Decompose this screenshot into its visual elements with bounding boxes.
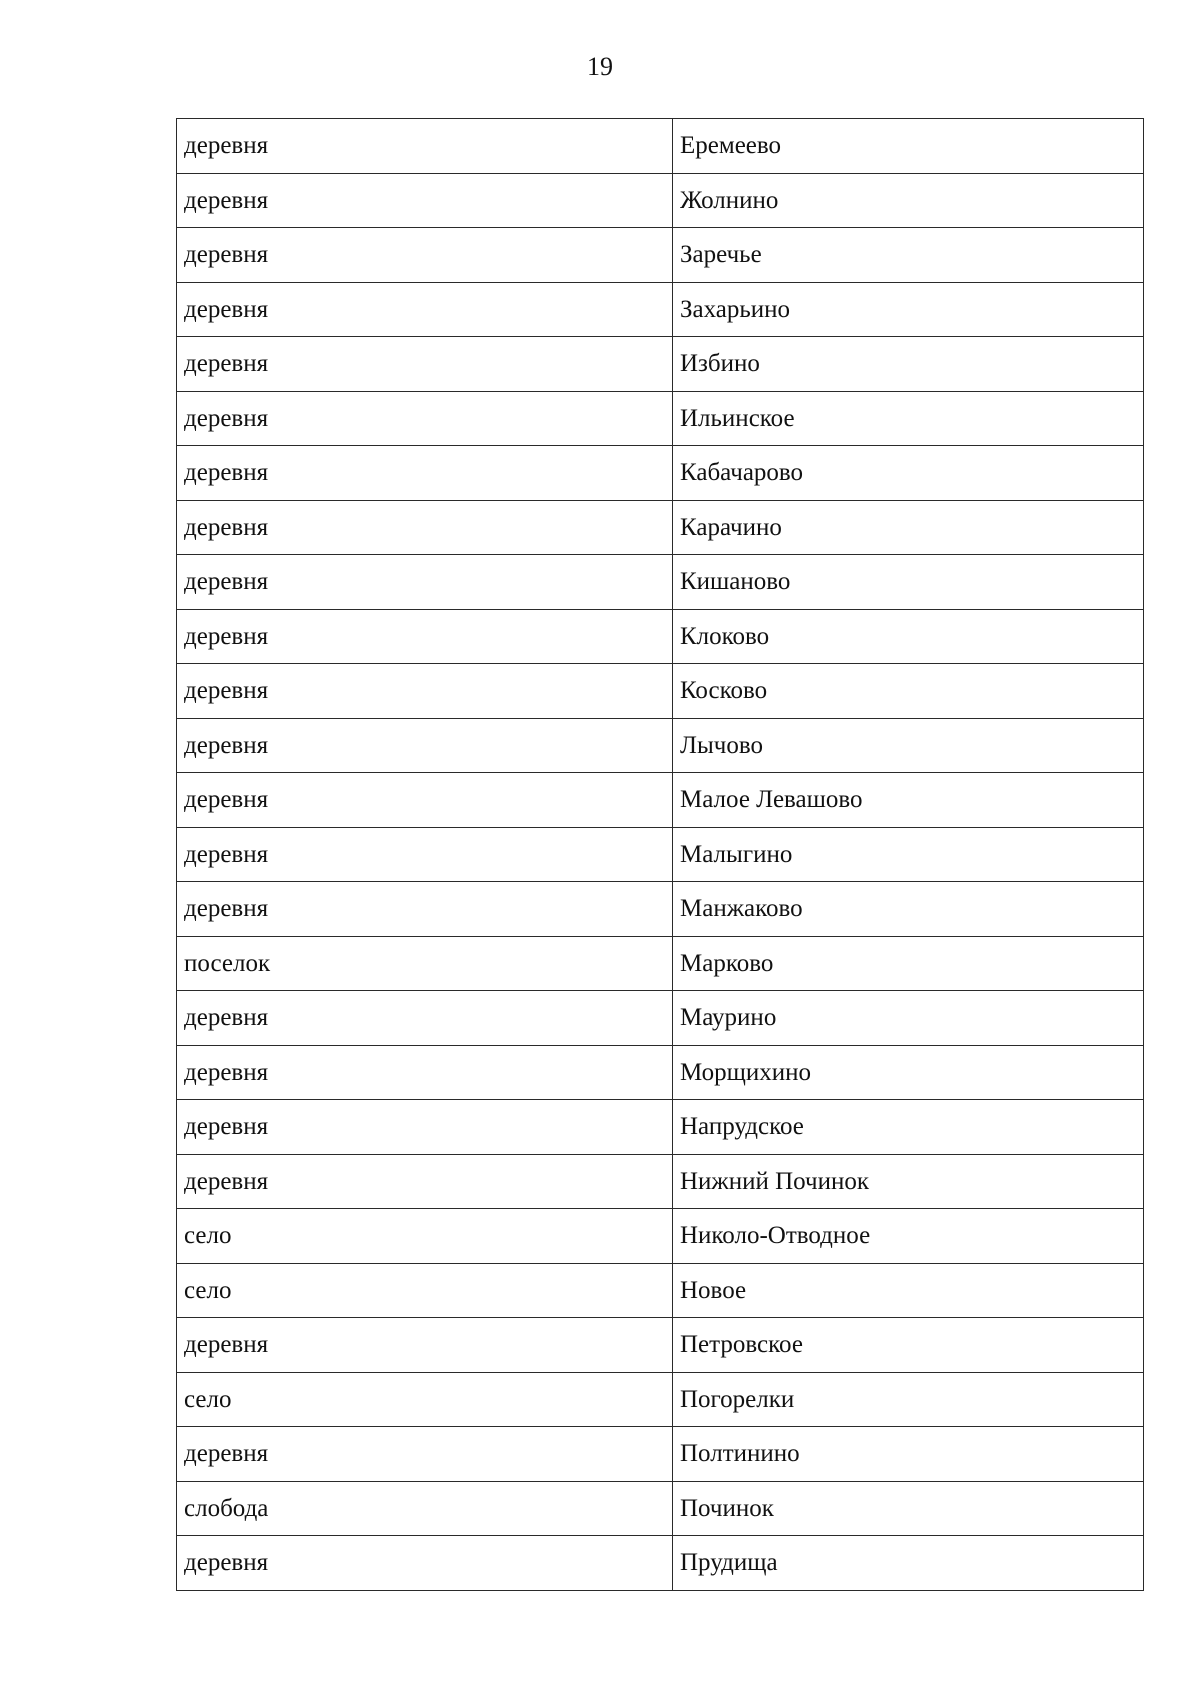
settlement-name-cell: Лычово xyxy=(673,718,1144,773)
settlement-name-cell: Косково xyxy=(673,664,1144,719)
settlement-type-cell: деревня xyxy=(177,882,673,937)
table-row xyxy=(177,1427,1144,1482)
settlement-type-cell: деревня xyxy=(177,555,673,610)
settlement-name-cell: Погорелки xyxy=(673,1372,1144,1427)
settlement-type-cell: деревня xyxy=(177,446,673,501)
table-row xyxy=(177,1045,1144,1100)
table-row xyxy=(177,718,1144,773)
settlement-type-cell: деревня xyxy=(177,119,673,174)
settlement-type-cell: деревня xyxy=(177,1318,673,1373)
settlement-name-cell: Прудища xyxy=(673,1536,1144,1591)
settlements-table xyxy=(176,118,1144,1591)
table-row xyxy=(177,773,1144,828)
settlement-type-cell: деревня xyxy=(177,1154,673,1209)
settlement-type-cell: деревня xyxy=(177,718,673,773)
settlement-type-cell: деревня xyxy=(177,773,673,828)
settlement-type-cell: деревня xyxy=(177,991,673,1046)
settlement-type-cell: деревня xyxy=(177,1536,673,1591)
table-row xyxy=(177,1100,1144,1155)
settlement-name-cell: Напрудское xyxy=(673,1100,1144,1155)
settlement-type-cell: село xyxy=(177,1372,673,1427)
table-row xyxy=(177,1209,1144,1264)
table-row xyxy=(177,446,1144,501)
table-row xyxy=(177,1481,1144,1536)
table-row xyxy=(177,1372,1144,1427)
settlement-type-cell: деревня xyxy=(177,282,673,337)
table-row xyxy=(177,173,1144,228)
settlement-type-cell: деревня xyxy=(177,1045,673,1100)
settlement-name-cell: Жолнино xyxy=(673,173,1144,228)
settlement-name-cell: Заречье xyxy=(673,228,1144,283)
table-row xyxy=(177,337,1144,392)
settlement-name-cell: Полтинино xyxy=(673,1427,1144,1482)
page-number: 19 xyxy=(587,52,613,81)
settlement-name-cell: Починок xyxy=(673,1481,1144,1536)
table-row xyxy=(177,609,1144,664)
settlement-type-cell: поселок xyxy=(177,936,673,991)
table-row xyxy=(177,1318,1144,1373)
settlement-name-cell: Еремеево xyxy=(673,119,1144,174)
settlement-type-cell: деревня xyxy=(177,173,673,228)
settlement-type-cell: слобода xyxy=(177,1481,673,1536)
table-row xyxy=(177,827,1144,882)
table-row xyxy=(177,1263,1144,1318)
settlement-type-cell: деревня xyxy=(177,609,673,664)
settlement-type-cell: деревня xyxy=(177,228,673,283)
settlement-name-cell: Николо-Отводное xyxy=(673,1209,1144,1264)
settlement-type-cell: село xyxy=(177,1209,673,1264)
settlement-type-cell: деревня xyxy=(177,391,673,446)
settlement-type-cell: деревня xyxy=(177,664,673,719)
settlement-name-cell: Избино xyxy=(673,337,1144,392)
settlement-name-cell: Новое xyxy=(673,1263,1144,1318)
settlement-name-cell: Ильинское xyxy=(673,391,1144,446)
settlement-name-cell: Захарьино xyxy=(673,282,1144,337)
table-row xyxy=(177,555,1144,610)
table-row xyxy=(177,391,1144,446)
settlements-table-body xyxy=(177,119,1144,1591)
table-row xyxy=(177,228,1144,283)
settlement-type-cell: деревня xyxy=(177,827,673,882)
table-row xyxy=(177,936,1144,991)
settlement-name-cell: Малыгино xyxy=(673,827,1144,882)
settlement-name-cell: Морщихино xyxy=(673,1045,1144,1100)
table-row xyxy=(177,1536,1144,1591)
table-row xyxy=(177,500,1144,555)
table-row xyxy=(177,664,1144,719)
settlement-type-cell: деревня xyxy=(177,1427,673,1482)
settlement-type-cell: деревня xyxy=(177,1100,673,1155)
table-row xyxy=(177,282,1144,337)
table-row xyxy=(177,119,1144,174)
settlement-name-cell: Манжаково xyxy=(673,882,1144,937)
settlement-name-cell: Петровское xyxy=(673,1318,1144,1373)
settlement-type-cell: село xyxy=(177,1263,673,1318)
settlement-name-cell: Клоково xyxy=(673,609,1144,664)
settlement-name-cell: Карачино xyxy=(673,500,1144,555)
settlement-name-cell: Кабачарово xyxy=(673,446,1144,501)
table-row xyxy=(177,991,1144,1046)
table-row xyxy=(177,882,1144,937)
settlement-type-cell: деревня xyxy=(177,500,673,555)
settlement-name-cell: Нижний Починок xyxy=(673,1154,1144,1209)
settlement-name-cell: Маурино xyxy=(673,991,1144,1046)
settlement-name-cell: Малое Левашово xyxy=(673,773,1144,828)
table-row xyxy=(177,1154,1144,1209)
settlement-name-cell: Кишаново xyxy=(673,555,1144,610)
settlement-name-cell: Марково xyxy=(673,936,1144,991)
settlement-type-cell: деревня xyxy=(177,337,673,392)
